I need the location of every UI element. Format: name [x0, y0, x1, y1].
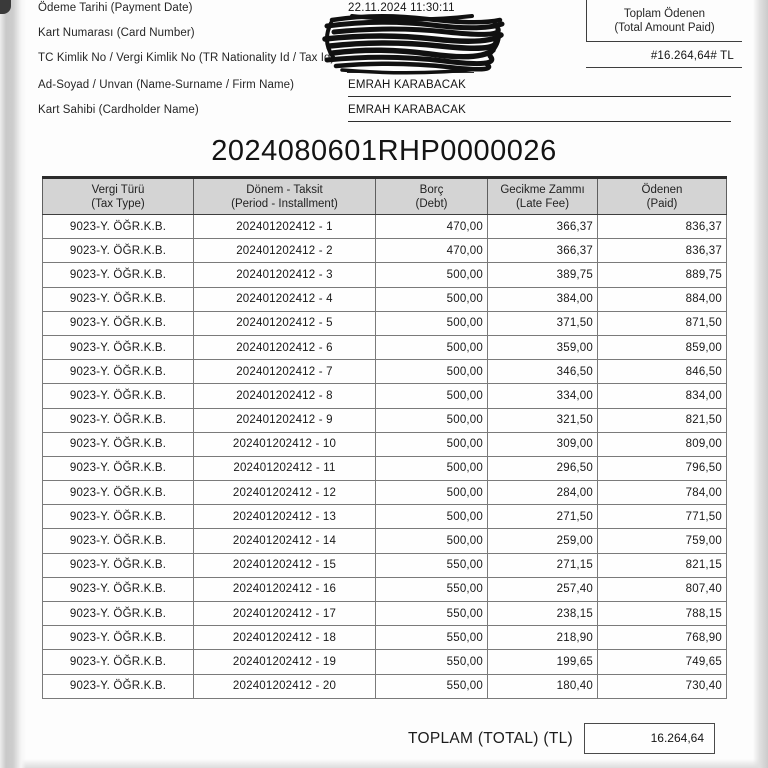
- cell-paid: 768,90: [598, 626, 727, 650]
- field-label: Kart Sahibi (Cardholder Name): [38, 104, 199, 116]
- cell-paid: 834,00: [598, 384, 727, 408]
- cell-debt: 500,00: [376, 481, 488, 505]
- table-row: [43, 456, 727, 480]
- cell-late-fee: 371,50: [488, 311, 598, 335]
- cell-tax-type: 9023-Y. ÖĞR.K.B.: [43, 287, 194, 311]
- cell-late-fee: 346,50: [488, 360, 598, 384]
- cell-period-installment: 202401202412 - 1: [194, 215, 376, 239]
- header-field-row: [38, 27, 348, 40]
- cell-paid: 749,65: [598, 650, 727, 674]
- table-row: [43, 650, 727, 674]
- cell-period-installment: 202401202412 - 5: [194, 311, 376, 335]
- cell-paid: 807,40: [598, 577, 727, 601]
- column-header: [43, 178, 194, 215]
- cell-late-fee: 199,65: [488, 650, 598, 674]
- column-header-line1: Ödenen: [641, 183, 683, 196]
- header-field-row: [38, 52, 348, 65]
- cell-period-installment: 202401202412 - 6: [194, 335, 376, 359]
- cell-debt: 500,00: [376, 529, 488, 553]
- column-header-line1: Gecikme Zammı: [500, 183, 585, 196]
- cell-tax-type: 9023-Y. ÖĞR.K.B.: [43, 602, 194, 626]
- receipt-number: 2024080601RHP0000026: [211, 135, 557, 167]
- cell-late-fee: 321,50: [488, 408, 598, 432]
- cell-tax-type: 9023-Y. ÖĞR.K.B.: [43, 263, 194, 287]
- cell-paid: 788,15: [598, 602, 727, 626]
- cell-paid: 784,00: [598, 481, 727, 505]
- cell-tax-type: 9023-Y. ÖĞR.K.B.: [43, 311, 194, 335]
- table-row: [43, 335, 727, 359]
- cell-debt: 550,00: [376, 553, 488, 577]
- cell-paid: 871,50: [598, 311, 727, 335]
- total-paid-value: #16.264,64# TL: [586, 42, 742, 68]
- column-header: [488, 178, 598, 215]
- cell-tax-type: 9023-Y. ÖĞR.K.B.: [43, 626, 194, 650]
- column-header-line1: Dönem - Taksit: [246, 183, 323, 196]
- cell-period-installment: 202401202412 - 7: [194, 360, 376, 384]
- cell-late-fee: 309,00: [488, 432, 598, 456]
- cell-paid: 809,00: [598, 432, 727, 456]
- table-row: [43, 577, 727, 601]
- cell-debt: 500,00: [376, 335, 488, 359]
- cell-late-fee: 218,90: [488, 626, 598, 650]
- column-header: [376, 178, 488, 215]
- table-row: [43, 360, 727, 384]
- cell-period-installment: 202401202412 - 9: [194, 408, 376, 432]
- cell-late-fee: 271,15: [488, 553, 598, 577]
- cell-paid: 771,50: [598, 505, 727, 529]
- cell-period-installment: 202401202412 - 8: [194, 384, 376, 408]
- cell-late-fee: 259,00: [488, 529, 598, 553]
- column-header: [598, 178, 727, 215]
- cell-debt: 470,00: [376, 239, 488, 263]
- cell-debt: 550,00: [376, 602, 488, 626]
- cell-tax-type: 9023-Y. ÖĞR.K.B.: [43, 408, 194, 432]
- header-field-row: [38, 104, 731, 122]
- cell-period-installment: 202401202412 - 2: [194, 239, 376, 263]
- column-header-line2: (Paid): [646, 197, 678, 210]
- cell-late-fee: 366,37: [488, 215, 598, 239]
- cell-paid: 730,40: [598, 674, 727, 698]
- cell-debt: 500,00: [376, 360, 488, 384]
- cell-tax-type: 9023-Y. ÖĞR.K.B.: [43, 456, 194, 480]
- cell-late-fee: 296,50: [488, 456, 598, 480]
- cell-period-installment: 202401202412 - 14: [194, 529, 376, 553]
- cell-period-installment: 202401202412 - 11: [194, 456, 376, 480]
- cell-debt: 500,00: [376, 311, 488, 335]
- cell-late-fee: 366,37: [488, 239, 598, 263]
- header-field-row: [38, 79, 731, 97]
- table-row: [43, 287, 727, 311]
- cell-debt: 550,00: [376, 674, 488, 698]
- installments-table: [42, 176, 727, 699]
- cell-paid: 836,37: [598, 239, 727, 263]
- table-row: [43, 432, 727, 456]
- column-header-line2: (Debt): [415, 197, 448, 210]
- table-footer: [42, 723, 726, 754]
- table-row: [43, 529, 727, 553]
- cell-tax-type: 9023-Y. ÖĞR.K.B.: [43, 360, 194, 384]
- cell-late-fee: 271,50: [488, 505, 598, 529]
- column-header-line2: (Tax Type): [91, 197, 145, 210]
- cell-tax-type: 9023-Y. ÖĞR.K.B.: [43, 384, 194, 408]
- cell-debt: 550,00: [376, 577, 488, 601]
- cell-late-fee: 334,00: [488, 384, 598, 408]
- cell-tax-type: 9023-Y. ÖĞR.K.B.: [43, 650, 194, 674]
- table-row: [43, 674, 727, 698]
- total-paid-box: [586, 0, 742, 68]
- total-row-label: TOPLAM (TOTAL) (TL): [407, 730, 573, 747]
- cell-tax-type: 9023-Y. ÖĞR.K.B.: [43, 239, 194, 263]
- cell-late-fee: 384,00: [488, 287, 598, 311]
- cell-debt: 500,00: [376, 263, 488, 287]
- photo-right-edge: [753, 0, 768, 768]
- cell-paid: 796,50: [598, 456, 727, 480]
- field-label: Ad-Soyad / Unvan (Name-Surname / Firm Name): [38, 79, 295, 91]
- table-row: [43, 215, 727, 239]
- cell-debt: 470,00: [376, 215, 488, 239]
- cell-paid: 821,15: [598, 553, 727, 577]
- total-row-value: 16.264,64: [584, 723, 715, 754]
- cell-late-fee: 180,40: [488, 674, 598, 698]
- cell-period-installment: 202401202412 - 15: [194, 553, 376, 577]
- field-label: TC Kimlik No / Vergi Kimlik No (TR Nationality Id / Tax Id): [38, 52, 335, 64]
- table-row: [43, 311, 727, 335]
- field-value: EMRAH KARABACAK: [348, 79, 731, 97]
- cell-debt: 500,00: [376, 432, 488, 456]
- photo-bottom-edge: [0, 759, 768, 768]
- cell-late-fee: 284,00: [488, 481, 598, 505]
- table-row: [43, 481, 727, 505]
- cell-period-installment: 202401202412 - 18: [194, 626, 376, 650]
- cell-paid: 859,00: [598, 335, 727, 359]
- field-label: Kart Numarası (Card Number): [38, 27, 195, 39]
- field-value: EMRAH KARABACAK: [348, 104, 731, 122]
- table-row: [43, 626, 727, 650]
- table-row: [43, 602, 727, 626]
- total-paid-label-tr: Toplam Ödenen: [623, 8, 706, 20]
- cell-debt: 500,00: [376, 384, 488, 408]
- cell-tax-type: 9023-Y. ÖĞR.K.B.: [43, 529, 194, 553]
- cell-period-installment: 202401202412 - 3: [194, 263, 376, 287]
- column-header-line1: Vergi Türü: [91, 183, 145, 196]
- cell-paid: 836,37: [598, 215, 727, 239]
- table-row: [43, 263, 727, 287]
- cell-late-fee: 389,75: [488, 263, 598, 287]
- cell-debt: 500,00: [376, 505, 488, 529]
- table-row: [43, 505, 727, 529]
- cell-period-installment: 202401202412 - 12: [194, 481, 376, 505]
- cell-debt: 500,00: [376, 408, 488, 432]
- cell-paid: 759,00: [598, 529, 727, 553]
- column-header-line2: (Period - Installment): [231, 197, 338, 210]
- cell-period-installment: 202401202412 - 19: [194, 650, 376, 674]
- cell-paid: 884,00: [598, 287, 727, 311]
- total-paid-label: [586, 0, 742, 42]
- column-header-line2: (Late Fee): [515, 197, 570, 210]
- cell-debt: 500,00: [376, 287, 488, 311]
- cell-tax-type: 9023-Y. ÖĞR.K.B.: [43, 674, 194, 698]
- cell-debt: 500,00: [376, 456, 488, 480]
- cell-period-installment: 202401202412 - 10: [194, 432, 376, 456]
- total-paid-label-en: (Total Amount Paid): [614, 22, 715, 34]
- cell-period-installment: 202401202412 - 4: [194, 287, 376, 311]
- cell-paid: 889,75: [598, 263, 727, 287]
- field-value: 22.11.2024 11:30:11: [348, 2, 455, 14]
- cell-late-fee: 257,40: [488, 577, 598, 601]
- cell-period-installment: 202401202412 - 16: [194, 577, 376, 601]
- redaction-scribble-icon: [322, 13, 506, 75]
- cell-tax-type: 9023-Y. ÖĞR.K.B.: [43, 432, 194, 456]
- cell-tax-type: 9023-Y. ÖĞR.K.B.: [43, 481, 194, 505]
- cell-tax-type: 9023-Y. ÖĞR.K.B.: [43, 577, 194, 601]
- cell-paid: 846,50: [598, 360, 727, 384]
- cell-tax-type: 9023-Y. ÖĞR.K.B.: [43, 335, 194, 359]
- column-header-line1: Borç: [419, 183, 444, 196]
- cell-period-installment: 202401202412 - 20: [194, 674, 376, 698]
- photo-left-edge: [0, 0, 26, 768]
- table-row: [43, 553, 727, 577]
- cell-debt: 550,00: [376, 626, 488, 650]
- cell-tax-type: 9023-Y. ÖĞR.K.B.: [43, 215, 194, 239]
- cell-period-installment: 202401202412 - 17: [194, 602, 376, 626]
- receipt-header: [0, 0, 768, 133]
- cell-late-fee: 359,00: [488, 335, 598, 359]
- column-header: [194, 178, 376, 215]
- cell-tax-type: 9023-Y. ÖĞR.K.B.: [43, 553, 194, 577]
- cell-late-fee: 238,15: [488, 602, 598, 626]
- table-row: [43, 384, 727, 408]
- field-label: Ödeme Tarihi (Payment Date): [38, 2, 193, 14]
- table-row: [43, 408, 727, 432]
- cell-debt: 550,00: [376, 650, 488, 674]
- cell-paid: 821,50: [598, 408, 727, 432]
- table-header-row: [43, 178, 727, 215]
- cell-period-installment: 202401202412 - 13: [194, 505, 376, 529]
- table-row: [43, 239, 727, 263]
- cell-tax-type: 9023-Y. ÖĞR.K.B.: [43, 505, 194, 529]
